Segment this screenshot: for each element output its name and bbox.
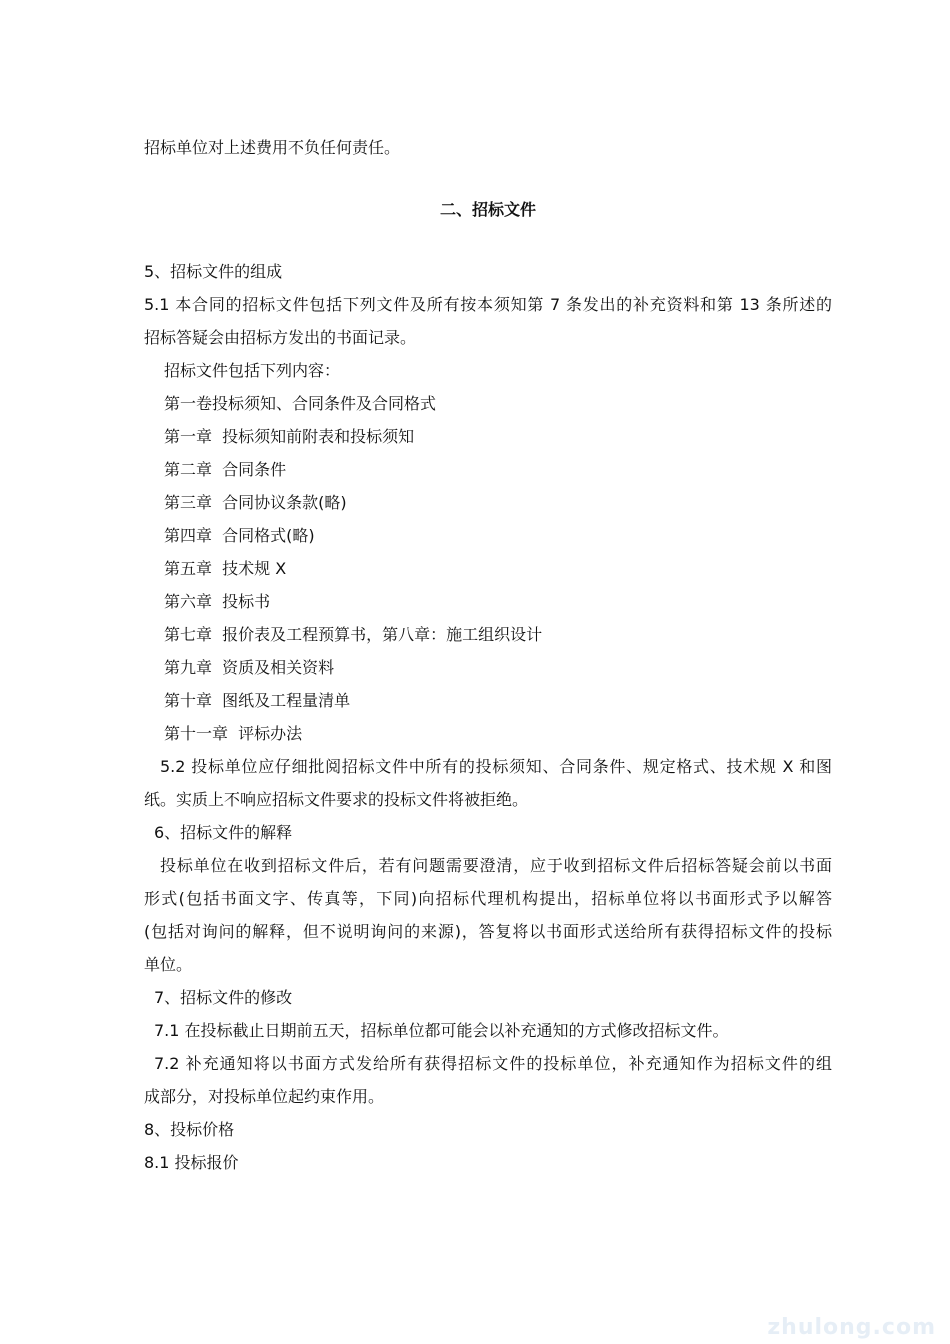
paragraph-line: 纸。实质上不响应招标文件要求的投标文件将被拒绝。	[144, 790, 529, 809]
paragraph-line: 形式(包括书面文字、传真等，下同)向招标代理机构提出，招标单位将以书面形式予以解答	[144, 889, 832, 908]
paragraph-line: 7.1 在投标截止日期前五天，招标单位都可能会以补充通知的方式修改招标文件。	[154, 1021, 729, 1040]
list-item: 第三章 合同协议条款(略)	[164, 493, 347, 512]
list-item: 第七章 报价表及工程预算书，第八章：施工组织设计	[164, 625, 543, 644]
list-item: 第十一章 评标办法	[164, 724, 303, 743]
list-item: 第一章 投标须知前附表和投标须知	[164, 427, 415, 446]
list-item: 第五章 技术规 X	[164, 559, 287, 578]
watermark-logo: zhulong.com	[767, 1315, 936, 1340]
clause-heading: 5、招标文件的组成	[144, 262, 283, 281]
list-item: 第九章 资质及相关资料	[164, 658, 335, 677]
list-item: 第二章 合同条件	[164, 460, 287, 479]
list-item: 第四章 合同格式(略)	[164, 526, 315, 545]
paragraph-line: 招标单位对上述费用不负任何责任。	[144, 138, 401, 157]
paragraph-line: (包括对询问的解释，但不说明询问的来源)，答复将以书面形式送给所有获得招标文件的投标	[144, 922, 832, 941]
clause-heading: 6、招标文件的解释	[154, 823, 293, 842]
clause-heading: 8.1 投标报价	[144, 1153, 239, 1172]
paragraph-line: 5.1 本合同的招标文件包括下列文件及所有按本须知第 7 条发出的补充资料和第 13 条所述的	[144, 295, 832, 314]
list-intro: 招标文件包括下列内容：	[164, 361, 341, 380]
section-heading: 二、招标文件	[439, 200, 536, 219]
paragraph-line: 成部分，对投标单位起约束作用。	[144, 1087, 385, 1106]
paragraph-line: 投标单位在收到招标文件后，若有问题需要澄清，应于收到招标文件后招标答疑会前以书面	[160, 856, 832, 875]
list-item: 第一卷投标须知、合同条件及合同格式	[164, 394, 437, 413]
list-item: 第十章 图纸及工程量清单	[164, 691, 351, 710]
list-item: 第六章 投标书	[164, 592, 271, 611]
paragraph-line: 招标答疑会由招标方发出的书面记录。	[144, 328, 417, 347]
paragraph-line: 5.2 投标单位应仔细批阅招标文件中所有的投标须知、合同条件、规定格式、技术规 X 和图	[160, 757, 832, 776]
clause-heading: 7、招标文件的修改	[154, 988, 293, 1007]
paragraph-line: 7.2 补充通知将以书面方式发给所有获得招标文件的投标单位，补充通知作为招标文件的组	[154, 1054, 832, 1073]
clause-heading: 8、投标价格	[144, 1120, 235, 1139]
paragraph-line: 单位。	[144, 955, 193, 974]
